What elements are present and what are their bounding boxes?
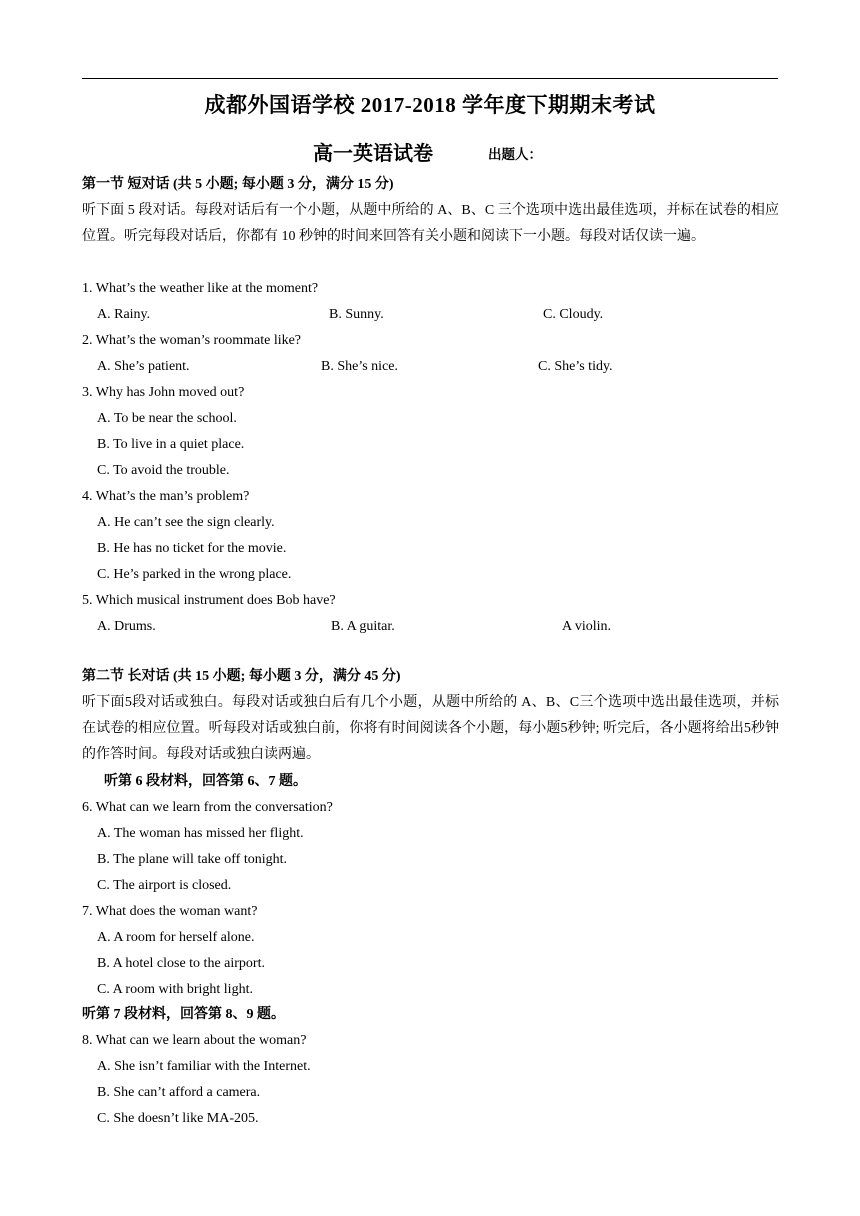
option-a: A. She’s patient. bbox=[97, 359, 190, 374]
option-c: C. To avoid the trouble. bbox=[97, 463, 230, 478]
question-stem: 6. What can we learn from the conversation? bbox=[82, 800, 333, 815]
group-label: 听第 6 段材料，回答第 6、7 题。 bbox=[104, 774, 307, 789]
option-b: B. Sunny. bbox=[329, 307, 384, 322]
option-b: B. The plane will take off tonight. bbox=[97, 852, 288, 867]
group-label: 听第 7 段材料，回答第 8、9 题。 bbox=[82, 1007, 285, 1022]
option-a: A. She isn’t familiar with the Internet. bbox=[97, 1059, 311, 1074]
section2-instructions: 听下面5段对话或独白。每段对话或独白后有几个小题，从题中所给的 A、B、C三个选项中选出最佳选项，并标在试卷的相应位置。听每段对话或独白前，你将有时间阅读各个小题，每小题5秒钟; 听完后，各小题将给出5秒钟的作答时间。每段对话或独白读两遍。 bbox=[82, 695, 779, 762]
option-a: A. The woman has missed her flight. bbox=[97, 826, 304, 841]
question-stem: 1. What’s the weather like at the moment? bbox=[82, 281, 319, 296]
option-a: A. A room for herself alone. bbox=[97, 930, 255, 945]
option-c: C. A room with bright light. bbox=[97, 982, 253, 997]
section2-heading: 第二节 长对话 (共 15 小题; 每小题 3 分，满分 45 分) bbox=[82, 669, 401, 684]
question-stem: 7. What does the woman want? bbox=[82, 904, 258, 919]
option-a: A. To be near the school. bbox=[97, 411, 237, 426]
option-c: A violin. bbox=[562, 619, 612, 634]
option-b: B. A hotel close to the airport. bbox=[97, 956, 265, 971]
question-stem: 3. Why has John moved out? bbox=[82, 385, 245, 400]
section1-instructions: 听下面 5 段对话。每段对话后有一个小题，从题中所给的 A、B、C 三个选项中选出最佳选项，并标在试卷的相应位置。听完每段对话后，你都有 10 秒钟的时间来回答有关小题和阅读下一小题。每段对话仅读一遍。 bbox=[82, 203, 779, 244]
exam-title: 成都外国语学校 2017-2018 学年度下期期末考试 bbox=[204, 93, 656, 117]
header-rule bbox=[82, 78, 778, 79]
question-stem: 8. What can we learn about the woman? bbox=[82, 1033, 307, 1048]
option-b: B. He has no ticket for the movie. bbox=[97, 541, 287, 556]
option-b: B. She’s nice. bbox=[321, 359, 398, 374]
option-c: C. Cloudy. bbox=[543, 307, 604, 322]
exam-subtitle: 高一英语试卷 bbox=[313, 143, 433, 165]
option-c: C. She’s tidy. bbox=[538, 359, 613, 374]
section1-heading: 第一节 短对话 (共 5 小题; 每小题 3 分，满分 15 分) bbox=[82, 177, 394, 192]
question-stem: 5. Which musical instrument does Bob have? bbox=[82, 593, 336, 608]
option-b: B. To live in a quiet place. bbox=[97, 437, 245, 452]
author-label: 出题人： bbox=[488, 147, 542, 162]
question-stem: 4. What’s the man’s problem? bbox=[82, 489, 250, 504]
subtitle-row bbox=[0, 140, 860, 168]
option-a: A. Drums. bbox=[97, 619, 156, 634]
option-b: B. She can’t afford a camera. bbox=[97, 1085, 261, 1100]
question-stem: 2. What’s the woman’s roommate like? bbox=[82, 333, 302, 348]
option-c: C. She doesn’t like MA-205. bbox=[97, 1111, 259, 1126]
option-a: A. He can’t see the sign clearly. bbox=[97, 515, 275, 530]
option-a: A. Rainy. bbox=[97, 307, 151, 322]
option-c: C. The airport is closed. bbox=[97, 878, 232, 893]
option-b: B. A guitar. bbox=[331, 619, 395, 634]
option-c: C. He’s parked in the wrong place. bbox=[97, 567, 292, 582]
